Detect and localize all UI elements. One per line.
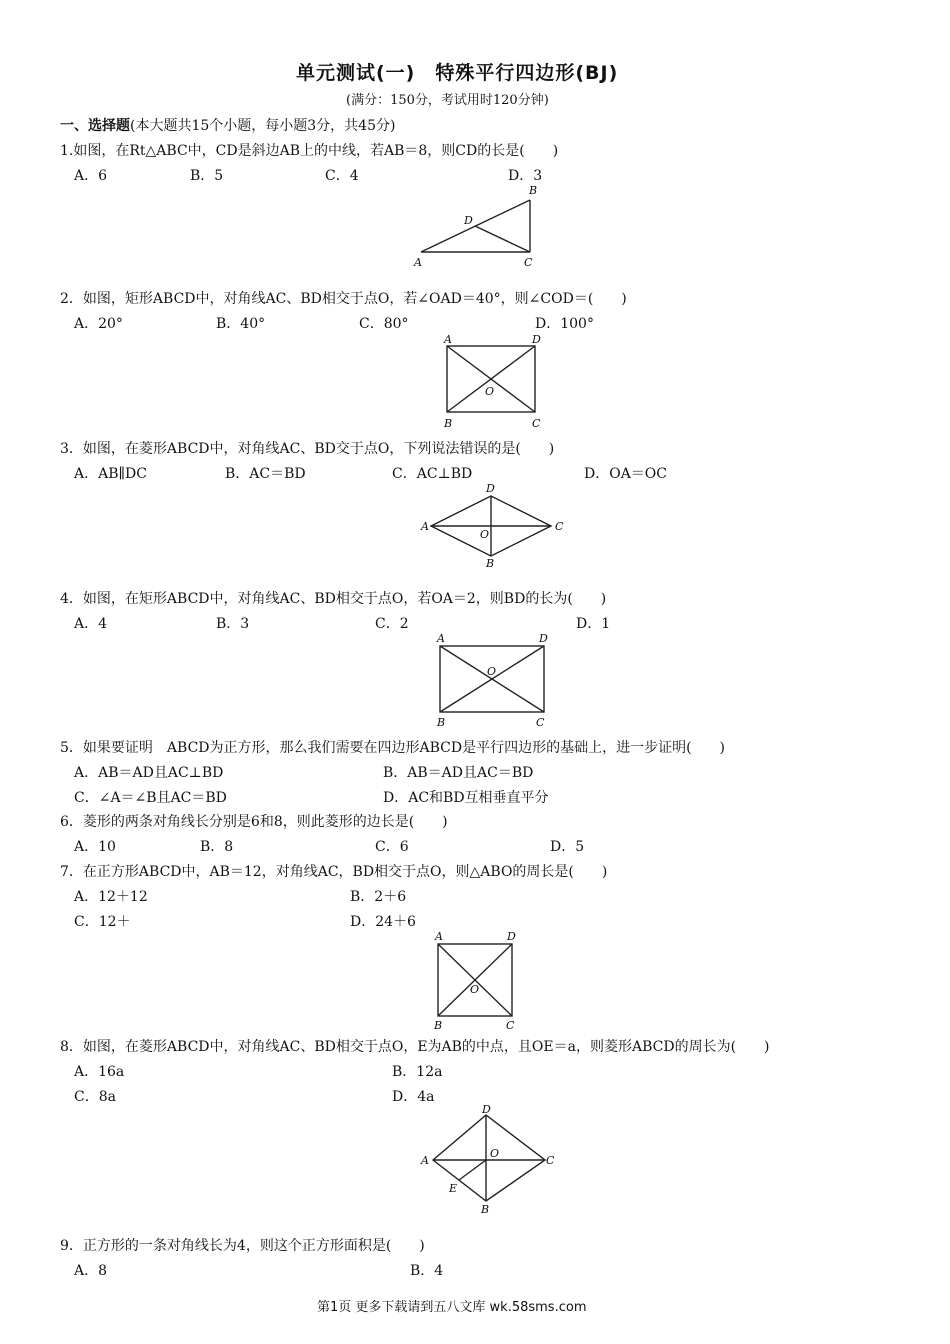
q1-label-b: B bbox=[529, 184, 538, 197]
q2-label-d: D bbox=[532, 333, 541, 346]
question-3-option-b: B．AC＝BD bbox=[225, 466, 306, 482]
question-3-stem: 3．如图，在菱形ABCD中，对角线AC、BD交于点O，下列说法错误的是( ) bbox=[60, 441, 555, 457]
question-3-figure bbox=[415, 482, 575, 570]
q1-label-d: D bbox=[464, 214, 473, 227]
q7-label-b: B bbox=[434, 1019, 443, 1032]
question-1-option-a: A．6 bbox=[74, 168, 108, 184]
q4-label-c: C bbox=[536, 716, 545, 729]
question-6-option-d: D．5 bbox=[550, 839, 585, 855]
q8-label-c: C bbox=[546, 1154, 555, 1167]
q8-label-e: E bbox=[449, 1182, 458, 1195]
question-3-option-c: C．AC⊥BD bbox=[392, 466, 473, 482]
question-5-option-b: B．AB＝AD且AC＝BD bbox=[383, 765, 534, 781]
page-footer: 第1页 更多下载请到五八文库 wk.58sms.com bbox=[317, 1300, 587, 1315]
q4-label-o: O bbox=[487, 665, 497, 678]
question-4-option-c: C．2 bbox=[375, 616, 409, 632]
q2-label-c: C bbox=[532, 417, 541, 430]
q7-label-a: A bbox=[435, 930, 443, 943]
q7-label-c: C bbox=[506, 1019, 515, 1032]
question-3-option-d: D．OA＝OC bbox=[584, 466, 668, 482]
question-5-option-a: A．AB＝AD且AC⊥BD bbox=[74, 765, 224, 781]
page-subtitle: (满分：150分，考试用时120分钟) bbox=[346, 93, 549, 108]
q4-label-b: B bbox=[437, 716, 446, 729]
question-9-option-a: A．8 bbox=[74, 1263, 108, 1279]
question-8-option-d: D．4a bbox=[392, 1089, 435, 1105]
question-7-figure bbox=[426, 929, 526, 1031]
q3-label-o: O bbox=[480, 528, 490, 541]
q3-label-a: A bbox=[421, 520, 429, 533]
q3-label-c: C bbox=[555, 520, 564, 533]
q3-label-d: D bbox=[486, 482, 495, 495]
question-8-option-a: A．16a bbox=[74, 1064, 125, 1080]
q4-label-a: A bbox=[437, 632, 445, 645]
question-6-option-a: A．10 bbox=[74, 839, 116, 855]
question-5-option-c: C．∠A＝∠B且AC＝BD bbox=[74, 790, 227, 806]
question-8-figure bbox=[415, 1103, 575, 1218]
q8-label-d: D bbox=[482, 1103, 491, 1116]
q7-label-o: O bbox=[470, 983, 480, 996]
question-6-option-c: C．6 bbox=[375, 839, 409, 855]
question-8-option-b: B．12a bbox=[392, 1064, 443, 1080]
section-heading bbox=[60, 117, 395, 135]
question-7-option-a: A．12＋12 bbox=[74, 889, 148, 905]
question-5-stem: 5．如果要证明 ABCD为正方形，那么我们需要在四边形ABCD是平行四边形的基础上，进一步证明( ) bbox=[60, 740, 726, 756]
question-4-stem: 4．如图，在矩形ABCD中，对角线AC、BD相交于点O，若OA＝2，则BD的长为( ) bbox=[60, 591, 607, 607]
question-6-stem: 6．菱形的两条对角线长分别是6和8，则此菱形的边长是( ) bbox=[60, 814, 448, 830]
q1-label-c: C bbox=[524, 256, 533, 269]
question-8-stem: 8．如图，在菱形ABCD中，对角线AC、BD相交于点O，E为AB的中点，且OE＝a，则菱形ABCD的周长为( ) bbox=[60, 1039, 770, 1055]
q2-label-b: B bbox=[444, 417, 453, 430]
question-2-option-d: D．100° bbox=[535, 316, 594, 332]
question-2-option-b: B．40° bbox=[216, 316, 266, 332]
question-4-option-b: B．3 bbox=[216, 616, 250, 632]
question-4-option-d: D．1 bbox=[576, 616, 611, 632]
question-7-option-c: C．12＋ bbox=[74, 914, 131, 930]
section-heading-note: (本大题共15个小题，每小题3分，共45分) bbox=[130, 118, 396, 134]
question-1-option-d: D．3 bbox=[508, 168, 543, 184]
question-4-figure bbox=[428, 631, 558, 731]
question-7-option-d: D．24＋6 bbox=[350, 914, 416, 930]
q2-label-a: A bbox=[444, 333, 452, 346]
question-3-option-a: A．AB∥DC bbox=[74, 466, 147, 482]
question-2-figure bbox=[435, 332, 555, 432]
question-9-stem: 9．正方形的一条对角线长为4，则这个正方形面积是( ) bbox=[60, 1238, 425, 1254]
q2-label-o: O bbox=[485, 385, 495, 398]
question-8-option-c: C．8a bbox=[74, 1089, 116, 1105]
page-title: 单元测试(一) 特殊平行四边形(BJ) bbox=[296, 62, 619, 84]
question-4-option-a: A．4 bbox=[74, 616, 108, 632]
question-1-option-c: C．4 bbox=[325, 168, 359, 184]
question-5-option-d: D．AC和BD互相垂直平分 bbox=[383, 790, 549, 806]
q1-label-a: A bbox=[414, 256, 422, 269]
q4-label-d: D bbox=[539, 632, 548, 645]
question-6-option-b: B．8 bbox=[200, 839, 234, 855]
question-7-stem: 7．在正方形ABCD中，AB＝12，对角线AC，BD相交于点O，则△ABO的周长是( ) bbox=[60, 864, 608, 880]
q8-label-a: A bbox=[421, 1154, 429, 1167]
section-heading-label: 一、选择题 bbox=[60, 118, 130, 134]
question-2-option-c: C．80° bbox=[359, 316, 409, 332]
q8-label-b: B bbox=[481, 1203, 490, 1216]
q8-label-o: O bbox=[490, 1147, 500, 1160]
q7-label-d: D bbox=[507, 930, 516, 943]
q3-label-b: B bbox=[486, 557, 495, 570]
question-1-stem: 1.如图，在Rt△ABC中，CD是斜边AB上的中线，若AB＝8，则CD的长是( ) bbox=[60, 143, 559, 159]
question-2-option-a: A．20° bbox=[74, 316, 123, 332]
question-9-option-b: B．4 bbox=[410, 1263, 444, 1279]
question-2-stem: 2．如图，矩形ABCD中，对角线AC、BD相交于点O，若∠OAD＝40°，则∠COD＝( ) bbox=[60, 291, 627, 307]
question-1-option-b: B．5 bbox=[190, 168, 224, 184]
question-7-option-b: B．2＋6 bbox=[350, 889, 407, 905]
question-1-figure bbox=[405, 182, 545, 272]
